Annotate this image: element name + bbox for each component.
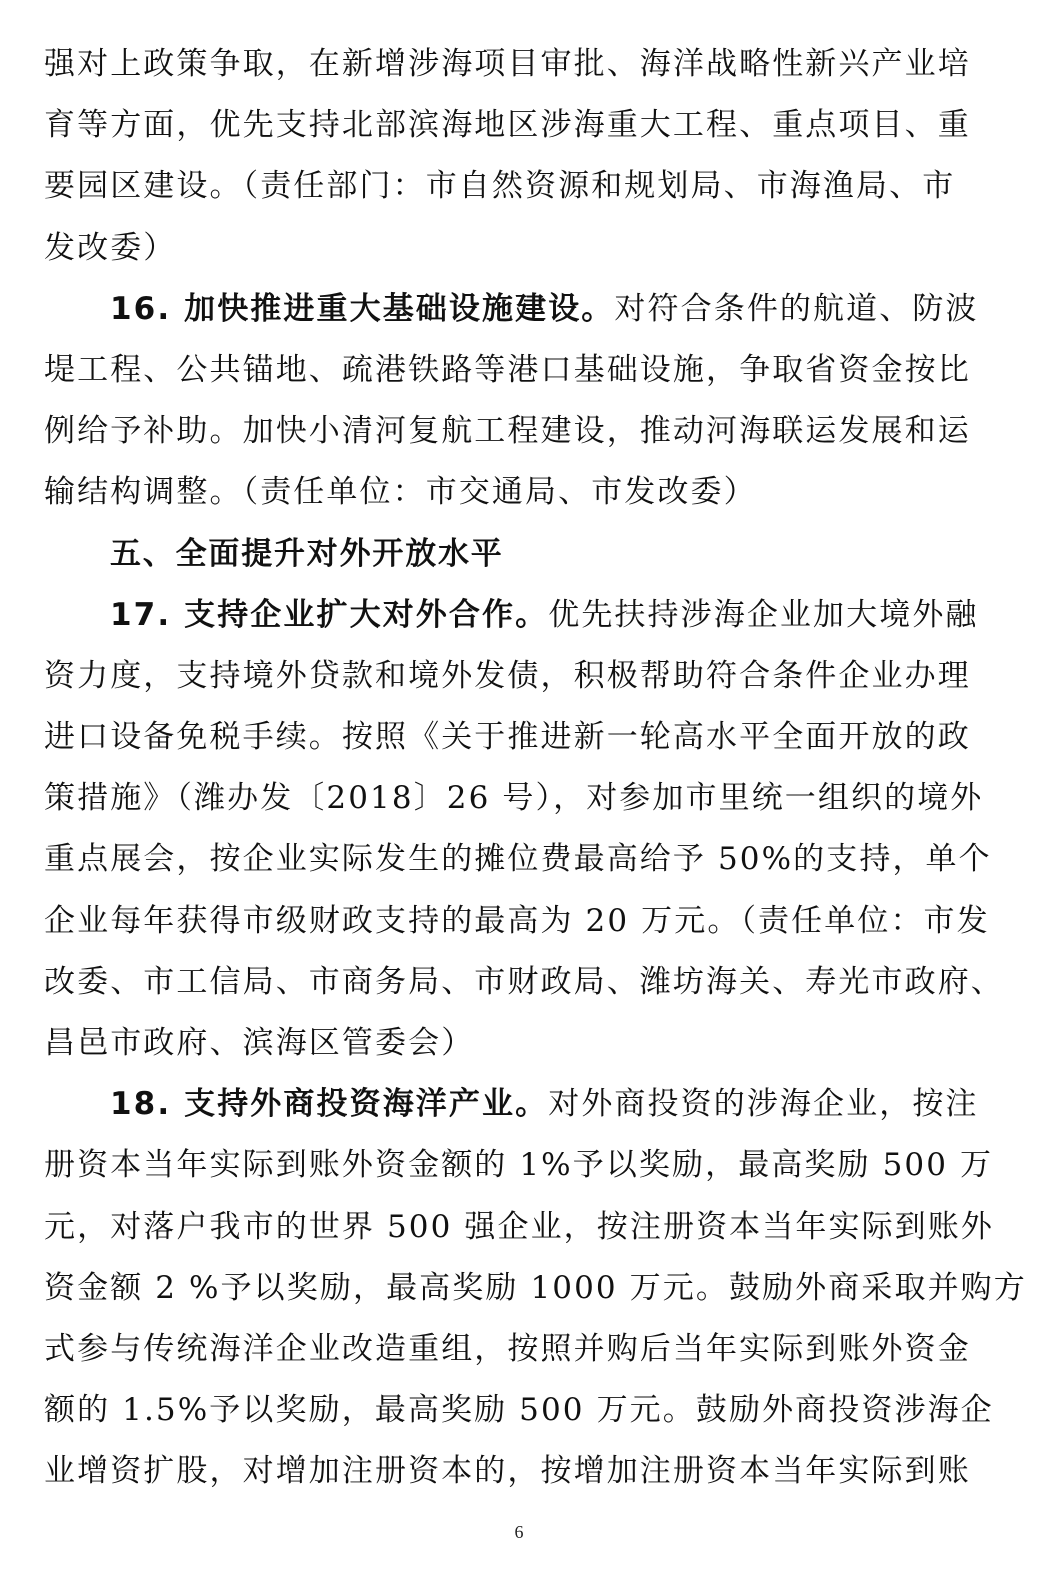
line-text: 册资本当年实际到账外资金额的 1%予以奖励，最高奖励 500 万 [44,1147,994,1184]
text-line [44,462,982,523]
line-text: 五、全面提升对外开放水平 [110,535,504,572]
line-text: 重点展会，按企业实际发生的摊位费最高给予 50%的支持，单个 [44,841,992,878]
text-line [44,1074,982,1135]
text-line [44,891,990,952]
text-line [44,156,982,217]
line-text: 要园区建设。（责任部门：市自然资源和规划局、市海渔局、市 [44,168,956,205]
document-body [44,34,1027,1503]
text-line [44,401,982,462]
line-text: 改委、市工信局、市商务局、市财政局、潍坊海关、寿光市政府、 [44,963,1004,1000]
line-text: 输结构调整。（责任单位：市交通局、市发改委） [44,474,757,511]
page-number: 6 [514,1522,524,1542]
text-line [44,1013,982,1074]
line-text: 昌邑市政府、滨海区管委会） [44,1025,475,1061]
line-text: 强对上政策争取，在新增涉海项目审批、海洋战略性新兴产业培 [44,46,971,82]
line-text: 资金额 2 %予以奖励，最高奖励 1000 万元。鼓励外商采取并购方 [44,1269,1027,1306]
text-line [44,1380,994,1441]
section-heading [44,524,982,585]
text-line [44,646,982,707]
line-text: 进口设备免税手续。按照《关于推进新一轮高水平全面开放的政 [44,719,971,756]
text-line [44,829,992,890]
text-line [44,585,982,646]
line-text: 业增资扩股，对增加注册资本的，按增加注册资本当年实际到账 [44,1453,971,1490]
line-text: 例给予补助。加快小清河复航工程建设，推动河海联运发展和运 [44,413,971,450]
line-text: 策措施》（潍办发〔2018〕26 号），对参加市里统一组织的境外 [44,780,984,817]
line-text: 额的 1.5%予以奖励，最高奖励 500 万元。鼓励外商投资涉海企 [44,1392,994,1429]
text-line [44,1319,982,1380]
line-text: 优先扶持涉海企业加大境外融 [548,596,979,633]
line-text: 式参与传统海洋企业改造重组，按照并购后当年实际到账外资金 [44,1330,971,1367]
text-line [44,707,982,768]
text-line [44,952,1004,1013]
line-text: 发改委） [44,229,177,266]
line-text: 资力度，支持境外贷款和境外发债，积极帮助符合条件企业办理 [44,657,971,694]
text-line [44,1258,1027,1319]
text-line [44,1441,982,1502]
document-page [44,34,1027,1494]
text-line [44,34,982,95]
text-line [44,340,982,401]
line-text: 堤工程、公共锚地、疏港铁路等港口基础设施，争取省资金按比 [44,351,971,388]
text-line [44,1197,994,1258]
line-text: 育等方面，优先支持北部滨海地区涉海重大工程、重点项目、重 [44,107,971,144]
item-lead-title: 17. 支持企业扩大对外合作。 [110,596,549,633]
text-line [44,218,982,279]
line-text: 对符合条件的航道、防波 [614,290,979,327]
item-lead-title: 18. 支持外商投资海洋产业。 [110,1086,549,1123]
text-line [44,95,982,156]
line-text: 元，对落户我市的世界 500 强企业，按注册资本当年实际到账外 [44,1208,994,1245]
line-text: 对外商投资的涉海企业，按注 [548,1086,979,1123]
text-line [44,768,982,829]
text-line [44,279,982,340]
line-text: 企业每年获得市级财政支持的最高为 20 万元。（责任单位：市发 [44,902,990,939]
item-lead-title: 16. 加快推进重大基础设施建设。 [110,290,615,327]
text-line [44,1135,994,1196]
